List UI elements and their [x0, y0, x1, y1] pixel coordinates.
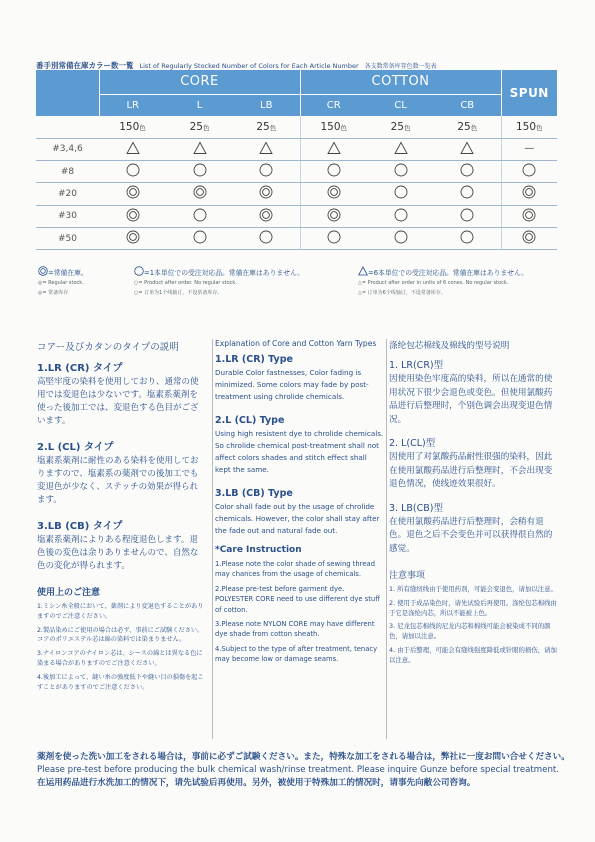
- circle-icon: [192, 163, 208, 177]
- legend-double-zh: = 常备库存: [42, 290, 69, 296]
- double-circle-icon: [258, 185, 274, 199]
- section-title-en: Explanation of Core and Cotton Yarn Types: [215, 339, 377, 348]
- stock-cell: [233, 138, 300, 160]
- qty-cell: [99, 116, 166, 138]
- qty-cell: [233, 116, 300, 138]
- legend-double-en: = Regular stock.: [42, 280, 84, 286]
- legend-circle-zh: = 订单为1个线轴订，不设常备库存。: [138, 290, 223, 296]
- lb-body-ja: 塩素系薬剤によりある程度退色します。退色後の変色は余りありませんので、自然な色の変化が得られます。: [37, 535, 199, 571]
- double-circle-icon: [258, 208, 274, 222]
- triangle-icon: [459, 141, 475, 155]
- double-circle-icon: [125, 208, 141, 222]
- stock-cell: [99, 138, 166, 160]
- stock-cell: [434, 205, 501, 227]
- double-circle-icon: ◎: [38, 290, 43, 296]
- qty-cell: [501, 116, 557, 138]
- count-label: #20: [36, 183, 99, 205]
- care-item-zh: 4. 由于后整理，可能会有缝线强度降低或针眼的损伤，请加以注意。: [389, 645, 557, 664]
- col-l: L: [166, 94, 233, 116]
- l-title-en: 2.L (CL) Type: [215, 415, 285, 426]
- stock-cell: [434, 160, 501, 182]
- lb-title-zh: 3. LB(CB)型: [389, 502, 443, 514]
- table-row: [36, 228, 557, 250]
- circle-icon: ○: [134, 290, 139, 296]
- double-circle-icon: [192, 185, 208, 199]
- circle-icon: [393, 208, 409, 222]
- stock-cell: [367, 205, 434, 227]
- lr-body-ja: 高堅牢度の染料を使用しており、通常の使用では変退色は少ないです。塩素系薬剤を使った後加工では、変退色する色目がございます。: [37, 377, 199, 426]
- stock-cell: [434, 228, 501, 250]
- section-title-ja: コアー及びカタンのタイプの説明: [37, 342, 179, 353]
- footer-zh: 在运用药品进行水洗加工的情况下，请先试验后再使用。另外，被使用于特殊加工的情况时，请事先向敝公司咨询。: [37, 778, 476, 788]
- table-title-ja: 番手別常備在庫カラー数一覧: [36, 61, 134, 70]
- stock-cell: [166, 138, 233, 160]
- circle-icon: [326, 163, 342, 177]
- table-title-zh: 各支数常备库存色数一览表: [364, 63, 437, 70]
- circle-icon: [258, 163, 274, 177]
- stock-cell: [501, 160, 557, 182]
- double-circle-icon: [521, 230, 537, 244]
- triangle-icon: [125, 141, 141, 155]
- stock-cell: [99, 183, 166, 205]
- circle-icon: [192, 230, 208, 244]
- qty-unit: 色: [139, 123, 146, 132]
- care-item-ja: 4.後加工によって、縫い糸の強度低下や縫い目の損傷を起こすことがありますのでご注意ください。: [37, 673, 204, 691]
- stock-cell: [300, 228, 367, 250]
- care-item-ja: 3.ナイロンコアのナイロン芯は、シースの綿とは異なる色に染まる場合がありますのでご注意ください。: [37, 650, 203, 667]
- lb-body-zh: 在使用氯酸药品进行后整理时，会稍有退色。退色之后不会变色并可以获得很自然的感觉。: [389, 516, 553, 554]
- lr-title-zh: 1. LR(CR)型: [389, 360, 444, 371]
- care-item-ja: 2.製品染めにご使用の場合は必ず、事前にご試験ください。コアのポリエステル芯は綿の染料では染まりません。: [37, 626, 204, 644]
- lb-title-ja: 3.LB (CB) タイプ: [37, 521, 123, 532]
- stock-table: [36, 70, 557, 250]
- circle-icon: [134, 266, 144, 276]
- circle-icon: [459, 185, 475, 199]
- group-header-row: [36, 70, 557, 94]
- corner-cell: [36, 70, 99, 116]
- stock-cell: [434, 183, 501, 205]
- lr-title-en: 1.LR (CR) Type: [215, 354, 293, 365]
- l-body-en: Using high resistent dye to chrolide chemicals. So chrolide chemical post-treatment shall not affect colors shades and stitch effect shall kept the same.: [215, 429, 384, 474]
- circle-icon: [393, 230, 409, 244]
- double-circle-icon: [326, 208, 342, 222]
- col-cb: CB: [434, 94, 501, 116]
- lr-body-en: Durable Color fastnesses, Color fading is minimized. Some colors may fade by post-treatment using chrolide chemicals.: [215, 368, 369, 401]
- stock-cell: [501, 228, 557, 250]
- stock-rows: [36, 138, 557, 250]
- l-title-ja: 2.L (CL) タイプ: [37, 442, 114, 453]
- stock-cell: [233, 228, 300, 250]
- col-lb: LB: [233, 94, 300, 116]
- care-title-ja: 使用上のご注意: [37, 588, 101, 598]
- l-body-ja: 塩素系薬剤に耐性のある染料を使用しておりますので、塩素系の薬剤での後加工でも変退色が少なく、ステッチの効果が得られます。: [37, 456, 199, 505]
- group-core: CORE: [99, 70, 300, 94]
- qty-cell: [300, 116, 367, 138]
- stock-cell: [233, 205, 300, 227]
- double-circle-icon: [125, 230, 141, 244]
- section-title-zh: 涤纶包芯棉线及棉线的型号说明: [389, 341, 510, 351]
- l-title-zh: 2. L(CL)型: [389, 438, 436, 449]
- qty-number: 25: [256, 120, 270, 133]
- care-item-zh: 2. 使用于成品染色时，请先试验后再使用。涤纶包芯棉线由于它是涤纶内芯，所以不能被上色。: [389, 598, 557, 617]
- stock-cell: [166, 205, 233, 227]
- stock-cell: [367, 160, 434, 182]
- table-row: [36, 205, 557, 227]
- qty-unit: 色: [269, 123, 277, 132]
- stock-cell: [233, 183, 300, 205]
- double-circle-icon: [326, 185, 342, 199]
- care-item-en: 4.Subject to the type of after treatment, tenacy may become low or damage seams.: [215, 644, 378, 664]
- stock-cell: [166, 160, 233, 182]
- legend-circle-ja: =1本単位での受注対応品。常備在庫はありません。: [144, 269, 304, 277]
- circle-icon: ○: [134, 280, 139, 286]
- circle-icon: [459, 208, 475, 222]
- care-item-en: 2.Please pre-test before garment dye. POLYESTER CORE need to use different dye stuff of cotton.: [215, 584, 380, 614]
- lr-body-zh: 因使用染色牢度高的染料，所以在通常的使用状况下很少会退色或变色。但使用氯酸药品进行后整理时，个别色调会出现变退色情况。: [389, 374, 553, 425]
- qty-number: 150: [515, 120, 537, 133]
- col-lr: LR: [99, 94, 166, 116]
- stock-cell: [367, 228, 434, 250]
- double-circle-icon: [125, 185, 141, 199]
- stock-cell: [367, 138, 434, 160]
- type-header-row: [36, 94, 557, 116]
- footer-ja: 薬剤を使った洗い加工をされる場合は，事前に必ずご試験ください。また，特殊な加工をされる場合は，弊社に一度お問い合せください。: [37, 752, 570, 762]
- care-item-ja: 1.ミシン糸全般において、薬剤により変退色することがありますのでご注意ください。: [37, 603, 204, 620]
- footer-en: Please pre-test before producing the bulk chemical wash/rinse treatment. Please inquire Gunze before special treatment.: [37, 765, 559, 775]
- stock-cell: [434, 138, 501, 160]
- qty-cell: [434, 116, 501, 138]
- circle-icon: [393, 163, 409, 177]
- stock-cell: [300, 205, 367, 227]
- qty-unit: 色: [403, 123, 411, 132]
- care-item-en: 1.Please note the color shade of sewing thread may chances from the usage of chemicals.: [215, 560, 376, 579]
- english-column: [212, 339, 384, 739]
- qty-unit: 色: [536, 123, 543, 132]
- triangle-icon: [326, 141, 342, 155]
- triangle-icon: △: [358, 280, 362, 286]
- stock-cell: [501, 205, 557, 227]
- qty-unit: 色: [340, 123, 348, 132]
- qty-number: 150: [119, 120, 140, 133]
- triangle-icon: [258, 141, 274, 155]
- stock-cell: [99, 205, 166, 227]
- circle-icon: [125, 163, 141, 177]
- triangle-icon: [358, 266, 368, 276]
- japanese-column: [37, 339, 205, 696]
- group-spun: SPUN: [501, 70, 557, 116]
- stock-cell: [300, 160, 367, 182]
- care-title-zh: 注意事项: [389, 571, 426, 581]
- circle-icon: [192, 208, 208, 222]
- circle-icon: [326, 230, 342, 244]
- l-body-zh: 因使用了对氯酸药品耐性很强的染料，因此在使用氯酸药品进行后整理时，不会出现变退色情况，使线迹效果很好。: [389, 452, 553, 489]
- triangle-icon: [192, 141, 208, 155]
- circle-icon: [459, 230, 475, 244]
- stock-cell: [99, 160, 166, 182]
- col-cr: CR: [300, 94, 367, 116]
- stock-cell: [300, 183, 367, 205]
- group-cotton: COTTON: [300, 70, 501, 94]
- legend-double-ja: =常備在庫。: [48, 269, 88, 277]
- qty-unit: 色: [202, 123, 210, 132]
- footer-notice: [37, 751, 570, 790]
- legend-triangle-ja: =6本単位での受注対応品。常備在庫はありません。: [368, 269, 528, 277]
- circle-icon: [258, 230, 274, 244]
- table-title-en: List of Regularly Stocked Number of Colors for Each Article Number: [139, 62, 359, 70]
- table-row: [36, 183, 557, 205]
- lb-body-en: Color shall fade out by the usage of chrolide chemicals. However, the color shall stay after the fade out and natural fade out.: [215, 502, 380, 535]
- legend-circle: [134, 266, 334, 296]
- count-label: #8: [36, 160, 99, 182]
- stock-cell: [166, 183, 233, 205]
- legend-triangle-en: = Product after order in units of 6 cones. No regular stock.: [361, 280, 509, 286]
- triangle-icon: [393, 141, 409, 155]
- legend-triangle: [358, 266, 558, 296]
- count-label: #3,4,6: [36, 138, 99, 160]
- circle-icon: [521, 163, 537, 177]
- qty-number: 25: [390, 120, 404, 133]
- care-item-en: 3.Please note NYLON CORE may have different dye shade from cotton sheath.: [215, 620, 375, 639]
- stock-cell: [99, 228, 166, 250]
- stock-cell: [501, 138, 557, 160]
- stock-cell: [166, 228, 233, 250]
- care-item-zh: 1. 所有缝纫线由于使用药剂，可能会变退色，请加以注意。: [389, 585, 557, 593]
- care-item-zh: 3. 尼龙包芯棉线的尼龙内芯和棉线可能会被染成不同的颜色，请加以注意。: [389, 622, 551, 641]
- lb-title-en: 3.LB (CB) Type: [215, 488, 293, 499]
- double-circle-icon: [38, 266, 48, 276]
- qty-number: 25: [189, 120, 203, 133]
- stock-cell: [300, 138, 367, 160]
- care-title-en: *Care Instruction: [215, 545, 302, 555]
- qty-unit: 色: [470, 123, 478, 132]
- col-cl: CL: [367, 94, 434, 116]
- legend-triangle-zh: = 订单为6个线轴订，不设常备库存。: [361, 290, 446, 296]
- legend-circle-en: = Product after order. No regular stock.: [138, 280, 237, 286]
- dash-mark: —: [524, 143, 535, 155]
- table-row: [36, 160, 557, 182]
- qty-cell: [367, 116, 434, 138]
- count-label: #30: [36, 205, 99, 227]
- double-circle-icon: [521, 208, 537, 222]
- chinese-column: [386, 339, 558, 739]
- quantity-row: [36, 116, 557, 138]
- table-row: [36, 138, 557, 160]
- qty-number: 25: [457, 120, 471, 133]
- triangle-icon: △: [358, 290, 362, 296]
- count-label: #50: [36, 228, 99, 250]
- circle-icon: [393, 185, 409, 199]
- qty-number: 150: [320, 120, 341, 133]
- stock-cell: [367, 183, 434, 205]
- stock-cell: [233, 160, 300, 182]
- qty-cell: [166, 116, 233, 138]
- stock-cell: [501, 183, 557, 205]
- double-circle-icon: [521, 185, 537, 199]
- double-circle-icon: ◎: [38, 280, 43, 286]
- quantity-label: [36, 116, 99, 138]
- lr-title-ja: 1.LR (CR) タイプ: [37, 363, 123, 374]
- circle-icon: [459, 163, 475, 177]
